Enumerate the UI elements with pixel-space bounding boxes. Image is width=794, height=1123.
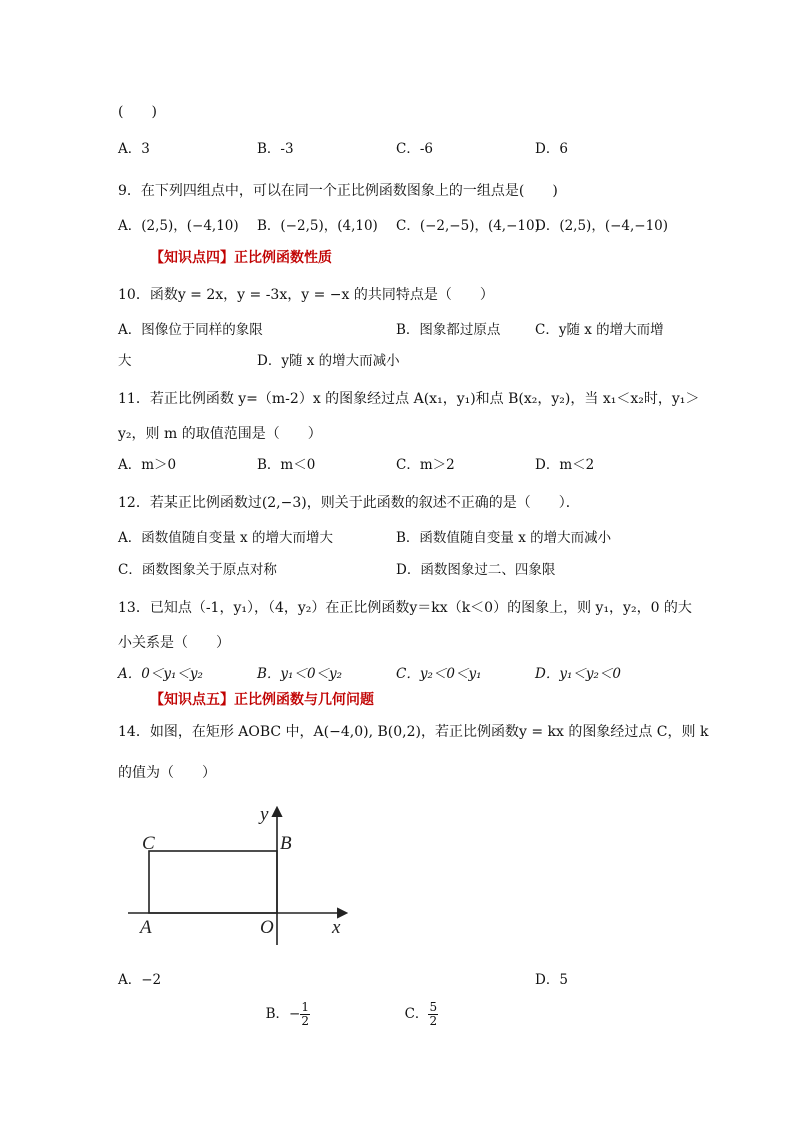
q11-stem-line2: y₂，则 m 的取值范围是（ ） (118, 426, 322, 442)
q12-option-b: B．函数值随自变量 x 的增大而减小 (396, 530, 612, 546)
q12-option-c: C．函数图象关于原点对称 (118, 562, 277, 578)
rectangle-figure (118, 800, 358, 950)
label-b: B (280, 833, 292, 854)
q8-option-b: B．-3 (257, 141, 294, 157)
q14-option-b-den: 2 (301, 1014, 309, 1028)
section-heading-4: 【知识点四】正比例函数性质 (150, 250, 332, 266)
label-y: y (260, 804, 269, 825)
q14-option-c-fraction (428, 1001, 438, 1028)
q14-option-c-den: 2 (429, 1014, 438, 1028)
rectangle-aobc (149, 851, 277, 913)
q14-option-c (396, 963, 438, 1031)
q10-option-a: A．图像位于同样的象限 (118, 322, 263, 338)
q13-option-c: C．y₂＜0＜y₁ (396, 666, 482, 682)
q13-stem-line2: 小关系是（ ） (118, 635, 230, 651)
q10-stem: 10．函数y = 2x，y = -3x，y = −x 的共同特点是（ ） (118, 287, 494, 303)
q14-option-c-num: 5 (429, 1000, 438, 1014)
q11-stem-line1: 11．若正比例函数 y=（m-2）x 的图象经过点 A(x₁，y₁)和点 B(x₂，y₂)，当 x₁＜x₂时，y₁＞ (118, 391, 700, 407)
q14-option-a: A．−2 (118, 972, 162, 988)
q9-option-b: B．(−2,5)，(4,10) (257, 218, 378, 234)
q14-option-b-fraction (300, 1001, 310, 1028)
q10-option-c-cont: 大 (118, 353, 132, 369)
section-heading-5: 【知识点五】正比例函数与几何问题 (150, 692, 374, 708)
q9-option-a: A．(2,5)，(−4,10) (118, 218, 239, 234)
q12-option-d: D．函数图象过二、四象限 (396, 562, 556, 578)
q9-option-c: C．(−2,−5)，(4,−10) (396, 218, 540, 234)
q14-option-b (257, 963, 310, 1031)
label-a: A (140, 917, 152, 938)
q13-option-d: D．y₁＜y₂＜0 (535, 666, 621, 682)
q11-option-a: A．m＞0 (118, 457, 177, 473)
q14-option-c-prefix: C． (404, 1006, 429, 1022)
label-x: x (332, 917, 341, 938)
q8-paren: ( ) (118, 104, 157, 120)
q13-option-a: A．0＜y₁＜y₂ (118, 666, 203, 682)
q12-option-a: A．函数值随自变量 x 的增大而增大 (118, 530, 333, 546)
q14-stem-line1: 14．如图，在矩形 AOBC 中，A(−4,0), B(0,2)，若正比例函数y = kx 的图象经过点 C，则 k (118, 724, 709, 740)
q11-option-b: B．m＜0 (257, 457, 316, 473)
q8-option-d: D．6 (535, 141, 568, 157)
q12-stem: 12．若某正比例函数过(2,−3)，则关于此函数的叙述不正确的是（ ）． (118, 495, 580, 511)
q9-option-d: D．(2,5)，(−4,−10) (535, 218, 669, 234)
q10-option-b: B．图象都过原点 (396, 322, 501, 338)
q13-stem-line1: 13．已知点（-1，y₁），（4，y₂）在正比例函数y＝kx（k＜0）的图象上，则 y₁，y₂，0 的大 (118, 600, 692, 616)
q8-option-c: C．-6 (396, 141, 433, 157)
q14-option-b-num: 1 (301, 1000, 309, 1014)
q14-option-b-prefix: B．− (265, 1006, 301, 1022)
label-c: C (142, 833, 155, 854)
q11-option-c: C．m＞2 (396, 457, 455, 473)
q13-option-b: B．y₁＜0＜y₂ (257, 666, 343, 682)
q10-option-d: D．y随 x 的增大而减小 (257, 353, 400, 369)
q14-option-d: D．5 (535, 972, 568, 988)
q14-stem-line2: 的值为（ ） (118, 765, 216, 781)
q11-option-d: D．m＜2 (535, 457, 595, 473)
q8-option-a: A．3 (118, 141, 150, 157)
label-o: O (260, 917, 274, 938)
q10-option-c: C．y随 x 的增大而增 (535, 322, 664, 338)
q9-stem: 9．在下列四组点中，可以在同一个正比例函数图象上的一组点是( ) (118, 183, 558, 199)
